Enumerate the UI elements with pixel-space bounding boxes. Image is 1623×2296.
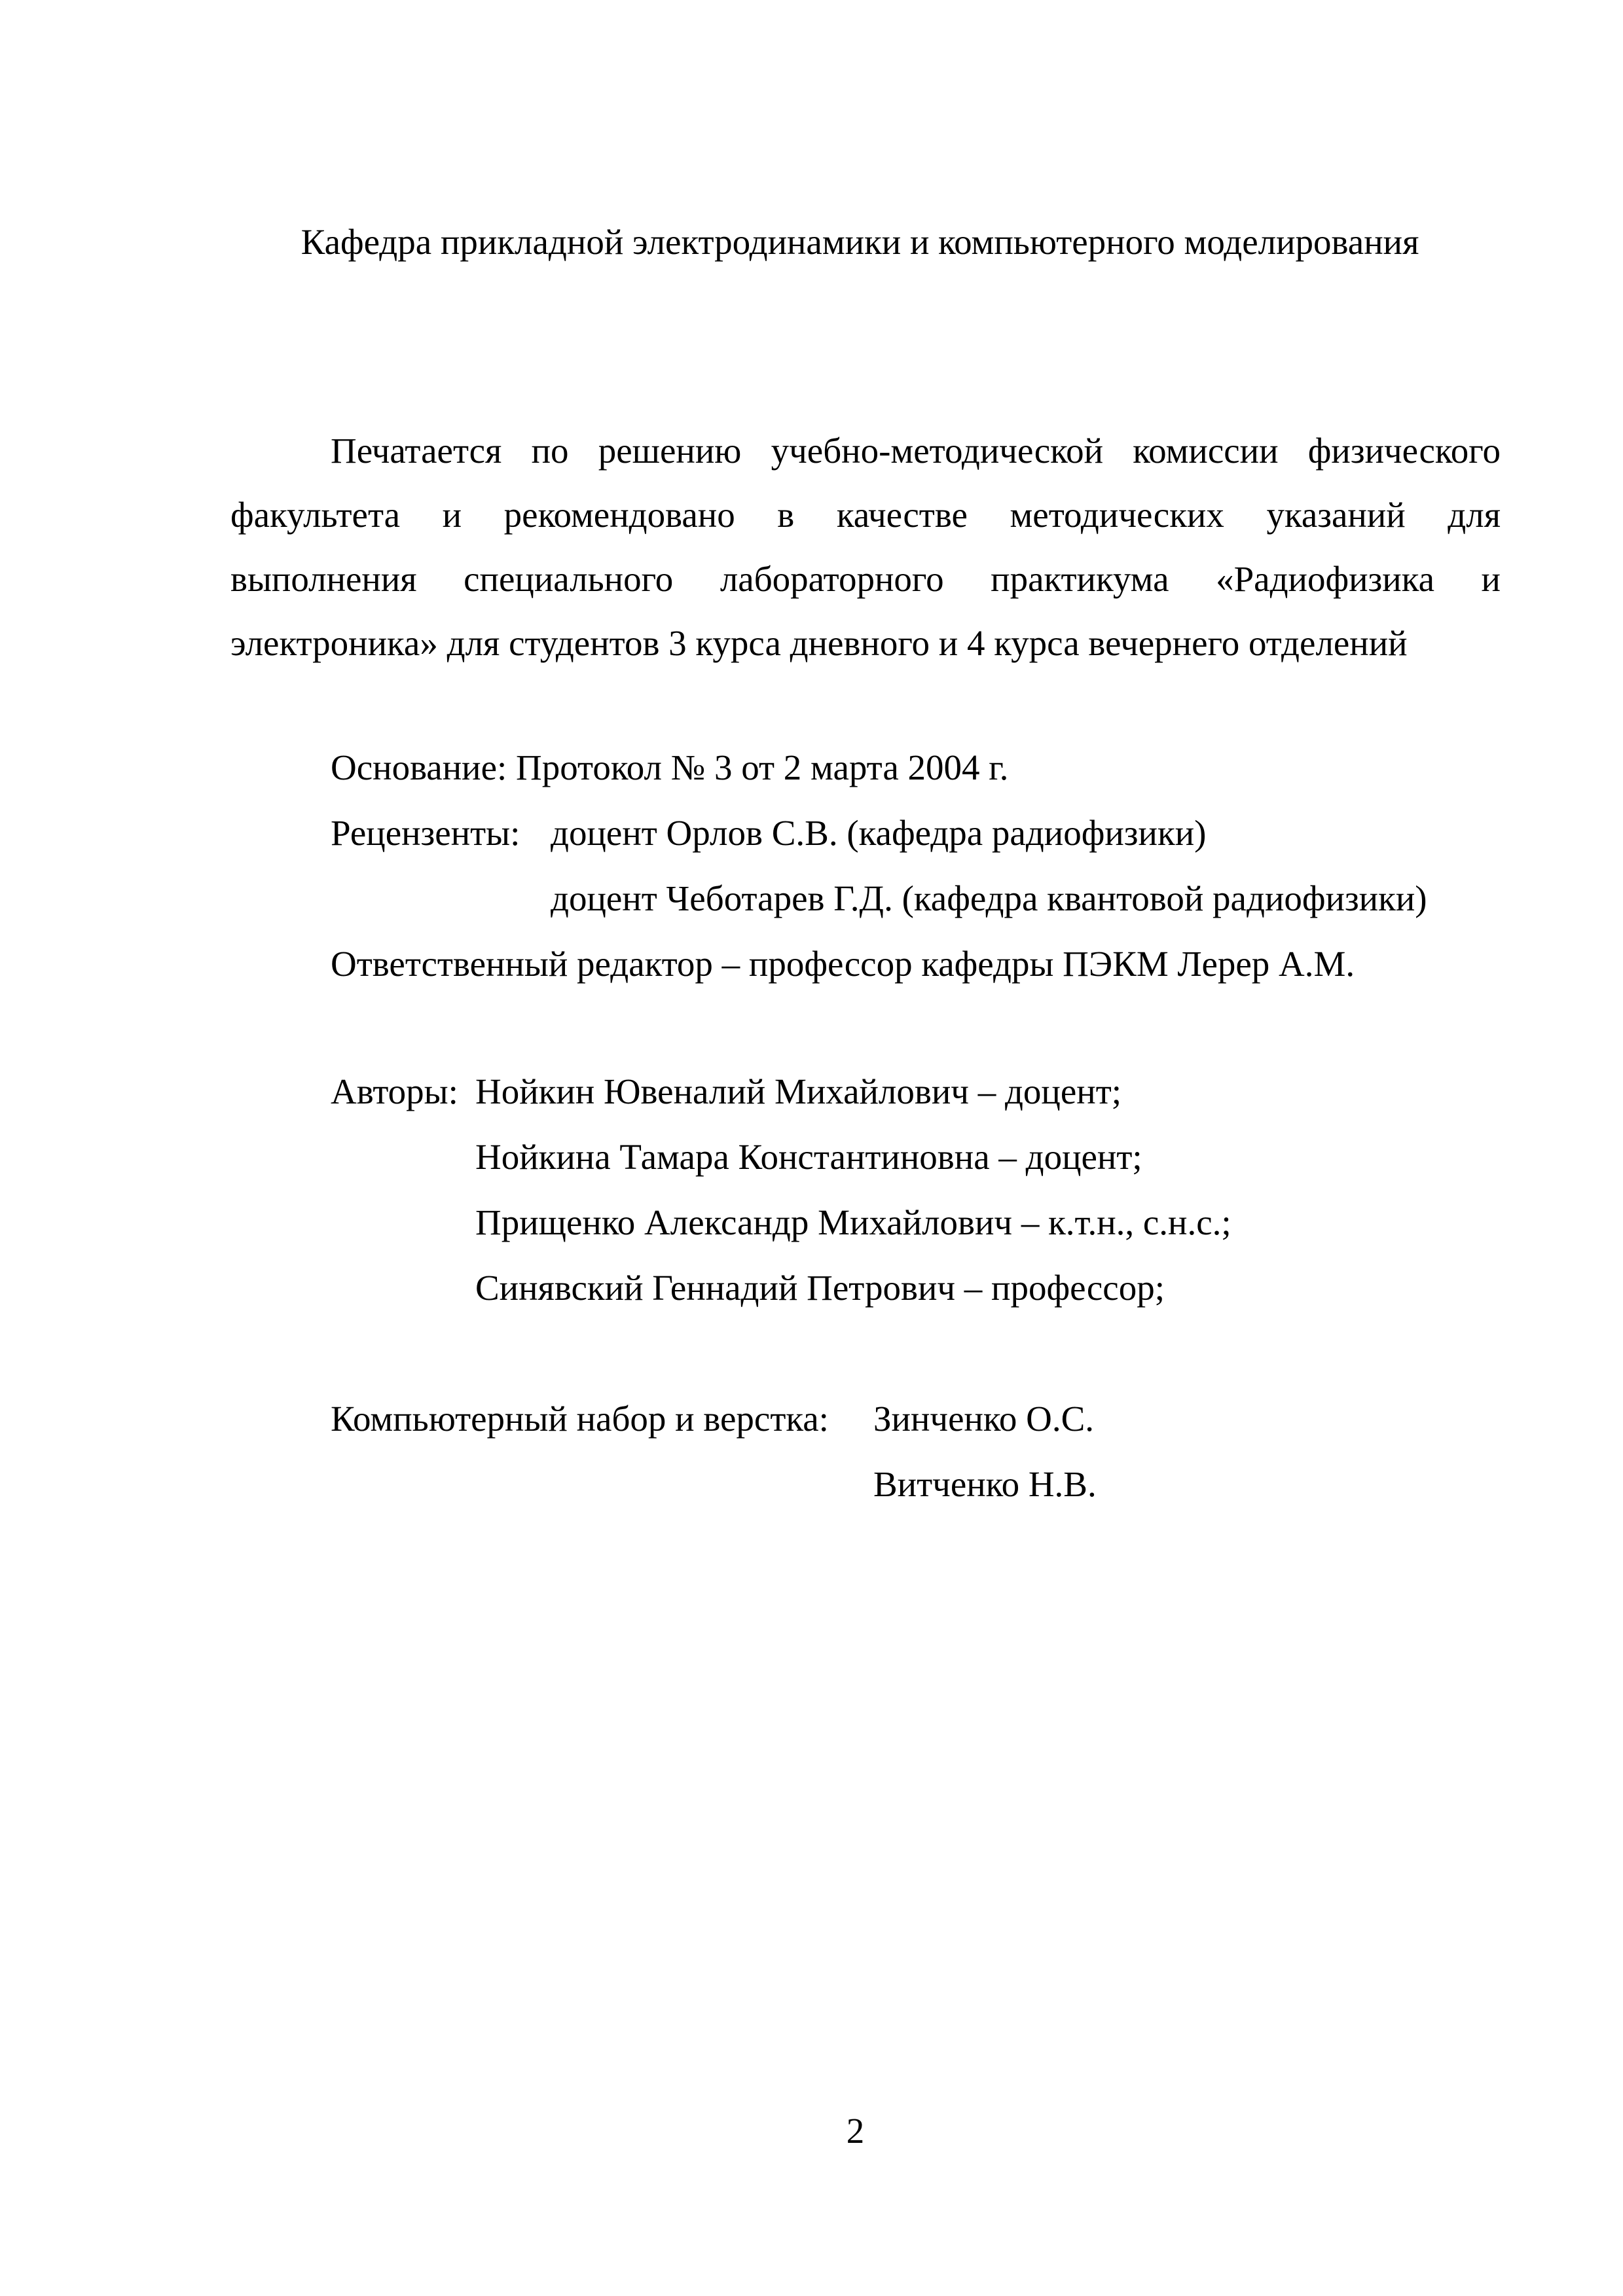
typesetting-label: Компьютерный набор и верстка: bbox=[331, 1399, 829, 1439]
approval-line: Печатается по решению учебно-методической комиссии физического bbox=[331, 431, 1501, 471]
approval-line: электроника» для студентов 3 курса дневного и 4 курса вечернего отделений bbox=[230, 623, 1408, 663]
editor-line: Ответственный редактор – профессор кафедры ПЭКМ Лерер А.М. bbox=[331, 944, 1355, 984]
approval-line: факультета и рекомендовано в качестве методических указаний для bbox=[230, 495, 1501, 535]
reviewer-item: доцент Чеботарев Г.Д. (кафедра квантовой радиофизики) bbox=[551, 878, 1427, 918]
approval-line: выполнения специального лабораторного практикума «Радиофизика и bbox=[230, 559, 1501, 599]
typesetting-item: Зинченко О.С. bbox=[873, 1399, 1095, 1439]
basis-line: Основание: Протокол № 3 от 2 марта 2004 г. bbox=[331, 747, 1009, 787]
author-item: Нойкина Тамара Константиновна – доцент; bbox=[475, 1137, 1142, 1177]
reviewer-item: доцент Орлов С.В. (кафедра радиофизики) bbox=[551, 813, 1207, 853]
reviewers-label: Рецензенты: bbox=[331, 813, 520, 853]
approval-paragraph bbox=[230, 419, 1501, 675]
author-item: Синявский Геннадий Петрович – профессор; bbox=[475, 1268, 1165, 1308]
author-item: Прищенко Александр Михайлович – к.т.н., с.н.с.; bbox=[475, 1202, 1231, 1242]
department-heading: Кафедра прикладной электродинамики и компьютерного моделирования bbox=[301, 222, 1419, 262]
authors-label: Авторы: bbox=[331, 1071, 458, 1111]
typesetting-item: Витченко Н.В. bbox=[873, 1464, 1097, 1504]
author-item: Нойкин Ювеналий Михайлович – доцент; bbox=[475, 1071, 1122, 1111]
page-number: 2 bbox=[846, 2111, 865, 2151]
